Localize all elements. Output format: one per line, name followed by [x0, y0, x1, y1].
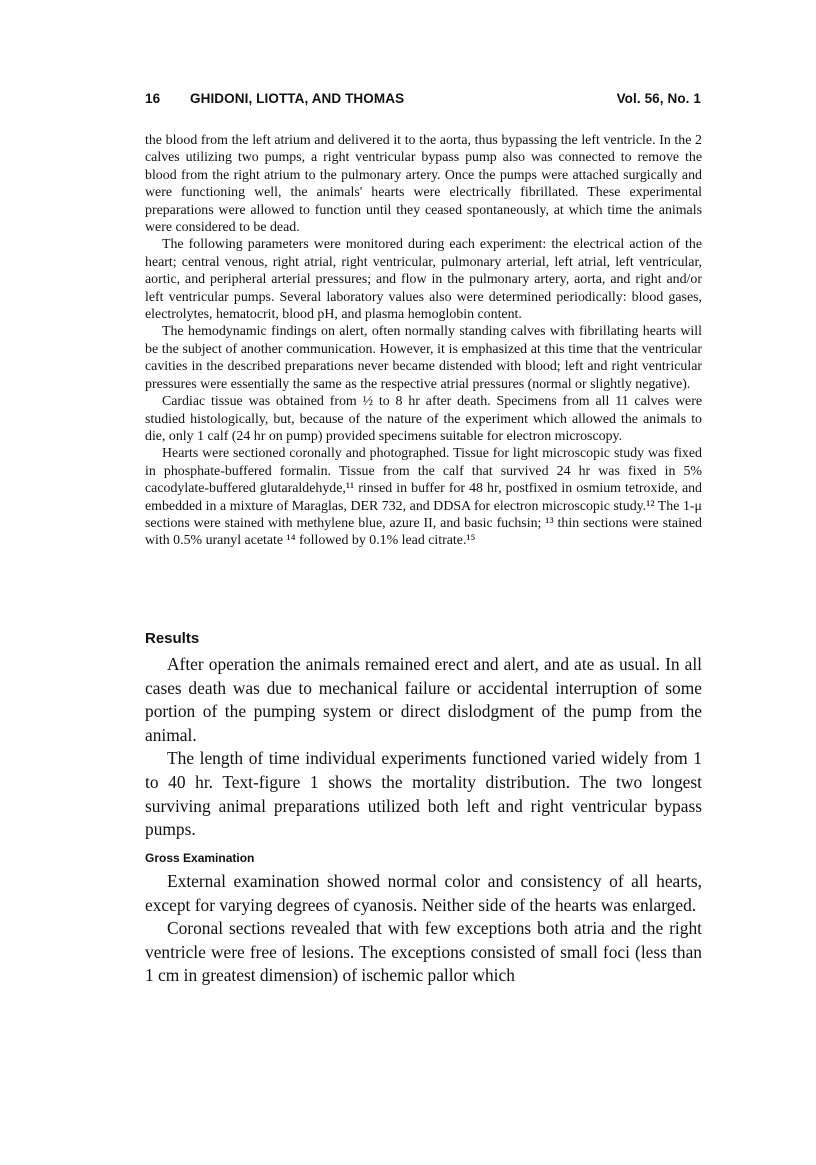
gross-paragraph: Coronal sections revealed that with few exceptions both atria and the right ventricle were free of lesions. The exceptions consisted of small foci (less than 1 cm in greatest dimension) of ischemic pallor which	[145, 918, 702, 986]
methods-paragraph: Hearts were sectioned coronally and photographed. Tissue for light microscopic study was fixed in phosphate-buffered formalin. Tissue from the calf that survived 24 hr was fixed in 5% cacodylate-buffered glutaraldehyde,¹¹ rinsed in buffer for 48 hr, postfixed in osmium tetroxide, and embedded in a mixture of Maraglas, DER 732, and DDSA for electron microscopic study.¹² The 1-μ sections were stained with methylene blue, azure II, and basic fuchsin; ¹³ thin sections were stained with 0.5% uranyl acetate ¹⁴ followed by 0.1% lead citrate.¹⁵	[145, 446, 702, 549]
methods-paragraph: The hemodynamic findings on alert, often normally standing calves with fibrillating hearts will be the subject of another communication. However, it is emphasized at this time that the ventricular cavities in the described preparations never became distended with blood; left and right ventricular pressures were essentially the same as the respective atrial pressures (normal or slightly negative).	[145, 324, 702, 392]
gross-examination-section	[145, 870, 702, 988]
page-number: 16	[145, 91, 161, 106]
results-paragraph: The length of time individual experiments functioned varied widely from 1 to 40 hr. Text-figure 1 shows the mortality distribution. The two longest surviving animal preparations utilized both left and right ventricular bypass pumps.	[145, 748, 702, 840]
methods-section	[145, 132, 702, 550]
methods-paragraph: Cardiac tissue was obtained from ½ to 8 hr after death. Specimens from all 11 calves were studied histologically, but, because of the nature of the experiment which allowed the animals to die, only 1 calf (24 hr on pump) provided specimens suitable for electron microscopy.	[145, 394, 702, 444]
results-paragraph: After operation the animals remained erect and alert, and ate as usual. In all cases death was due to mechanical failure or accidental interruption of some portion of the pumping system or direct dislodgment of the pump from the animal.	[145, 654, 702, 745]
methods-paragraph: The following parameters were monitored during each experiment: the electrical action of the heart; central venous, right atrial, right ventricular, pulmonary arterial, left atrial, left ventricular, aortic, and peripheral arterial pressures; and flow in the pulmonary artery, aorta, and right and/or left ventricular pumps. Several laboratory values also were determined periodically: blood gases, electrolytes, hematocrit, blood pH, and plasma hemoglobin content.	[145, 237, 702, 323]
running-authors: GHIDONI, LIOTTA, AND THOMAS	[190, 91, 405, 106]
volume-issue: Vol. 56, No. 1	[616, 91, 701, 106]
gross-examination-heading: Gross Examination	[145, 851, 255, 865]
results-heading: Results	[145, 630, 200, 647]
gross-paragraph: External examination showed normal color and consistency of all hearts, except for varying degrees of cyanosis. Neither side of the hearts was enlarged.	[145, 871, 702, 915]
results-section	[145, 653, 702, 842]
methods-paragraph: the blood from the left atrium and delivered it to the aorta, thus bypassing the left ventricle. In the 2 calves utilizing two pumps, a right ventricular bypass pump also was connected to remove the blood from the right atrium to the pulmonary artery. Once the pumps were attached surgically and were functioning well, the animals' hearts were electrically fibrillated. These experimental preparations were allowed to function until they ceased spontaneously, at which time the animals were considered to be dead.	[145, 133, 702, 236]
